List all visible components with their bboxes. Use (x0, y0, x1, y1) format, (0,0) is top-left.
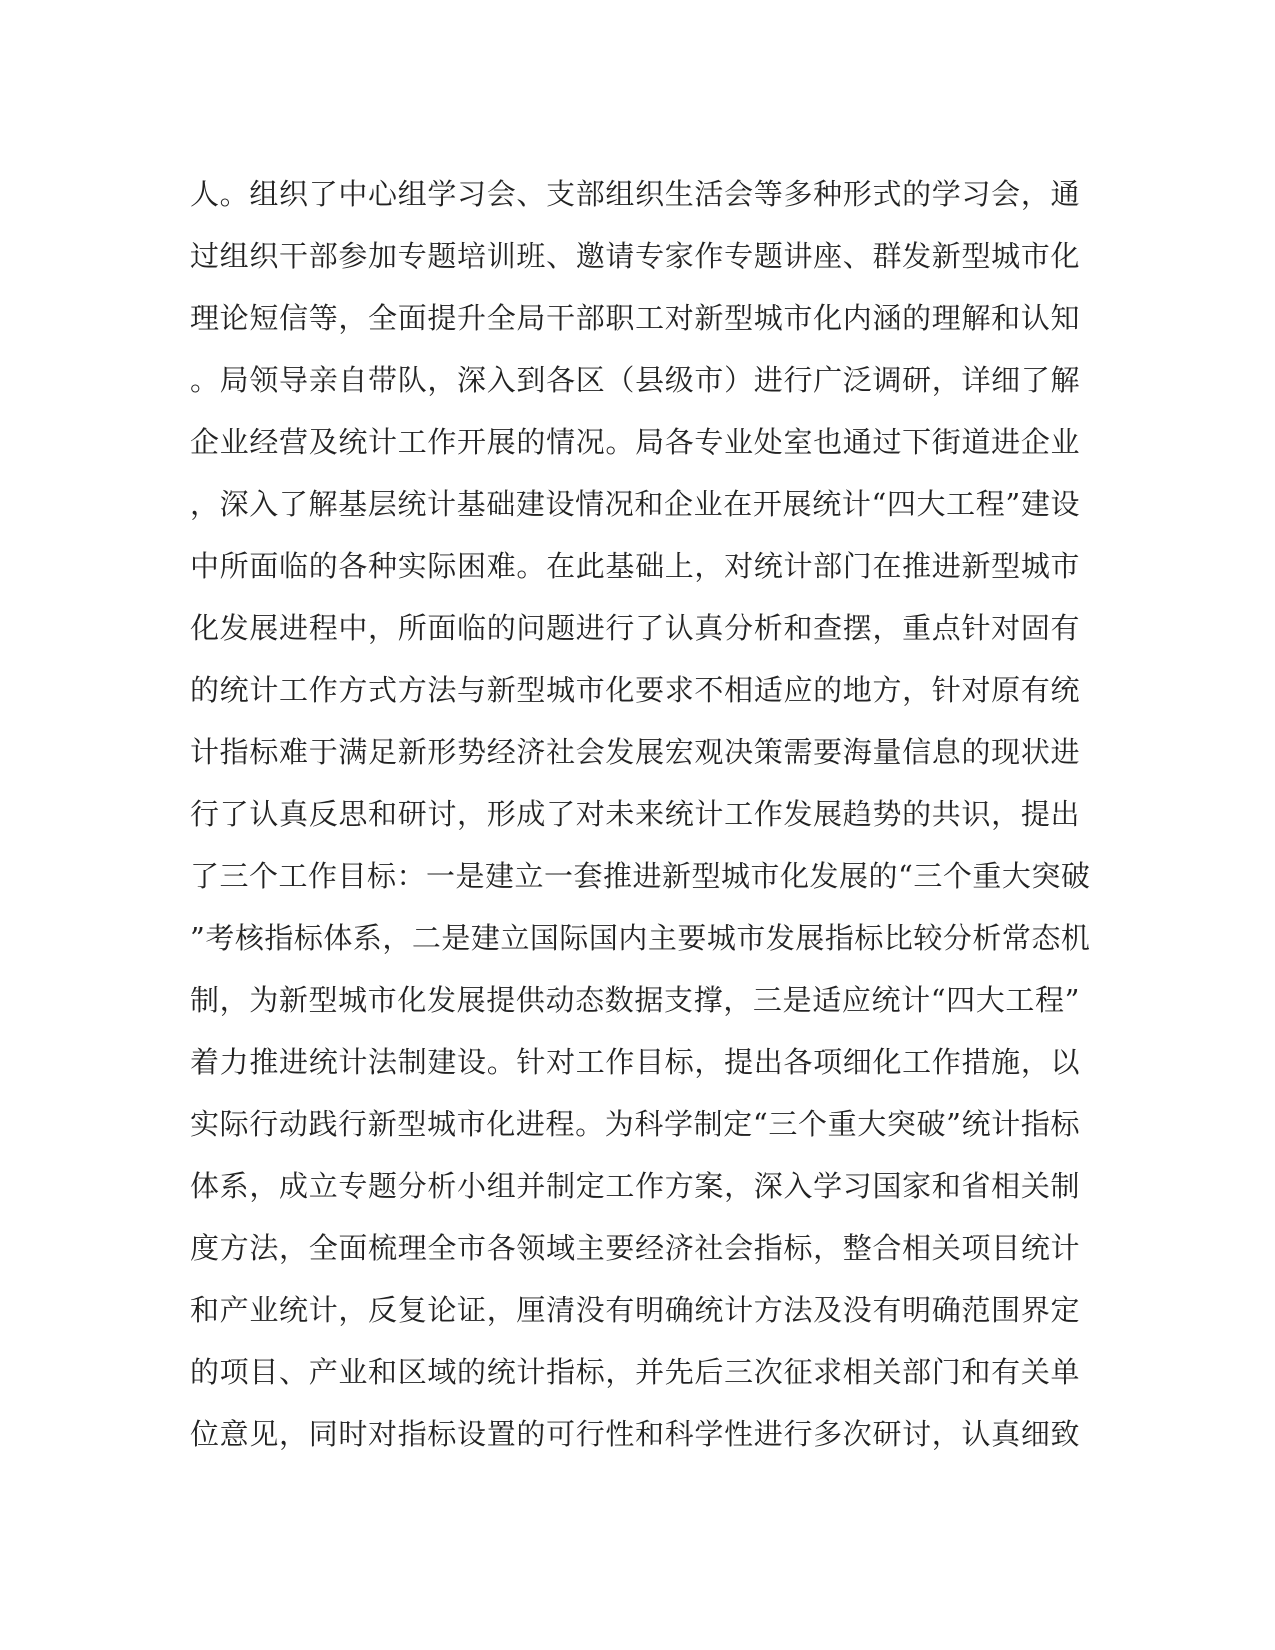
text-line: 。局领导亲自带队，深入到各区（县级市）进行广泛调研，详细了解 (190, 363, 1080, 397)
text-line: 了三个工作目标：一是建立一套推进新型城市化发展的“三个重大突破 (190, 859, 1091, 893)
text-line: 的统计工作方式方法与新型城市化要求不相适应的地方，针对原有统 (190, 673, 1080, 707)
text-line: ”考核指标体系，二是建立国际国内主要城市发展指标比较分析常态机 (190, 921, 1091, 955)
text-line: 计指标难于满足新形势经济社会发展宏观决策需要海量信息的现状进 (190, 735, 1080, 769)
text-line: 位意见，同时对指标设置的可行性和科学性进行多次研讨，认真细致 (190, 1417, 1080, 1451)
text-line: 制，为新型城市化发展提供动态数据支撑，三是适应统计“四大工程” (190, 983, 1080, 1017)
text-line: ，深入了解基层统计基础建设情况和企业在开展统计“四大工程”建设 (190, 487, 1080, 521)
text-line: 人。组织了中心组学习会、支部组织生活会等多种形式的学习会，通 (190, 177, 1080, 211)
text-line: 着力推进统计法制建设。针对工作目标，提出各项细化工作措施，以 (190, 1045, 1080, 1079)
text-line: 的项目、产业和区域的统计指标，并先后三次征求相关部门和有关单 (190, 1355, 1080, 1389)
text-line: 和产业统计，反复论证，厘清没有明确统计方法及没有明确范围界定 (190, 1293, 1080, 1327)
text-line: 实际行动践行新型城市化进程。为科学制定“三个重大突破”统计指标 (190, 1107, 1080, 1141)
text-line: 中所面临的各种实际困难。在此基础上，对统计部门在推进新型城市 (190, 549, 1080, 583)
text-line: 度方法，全面梳理全市各领域主要经济社会指标，整合相关项目统计 (190, 1231, 1080, 1265)
text-line: 企业经营及统计工作开展的情况。局各专业处室也通过下街道进企业 (190, 425, 1080, 459)
text-line: 过组织干部参加专题培训班、邀请专家作专题讲座、群发新型城市化 (190, 239, 1080, 273)
text-line: 理论短信等，全面提升全局干部职工对新型城市化内涵的理解和认知 (190, 301, 1080, 335)
text-line: 化发展进程中，所面临的问题进行了认真分析和查摆，重点针对固有 (190, 611, 1080, 645)
body-text (190, 163, 1091, 1465)
text-line: 行了认真反思和研讨，形成了对未来统计工作发展趋势的共识，提出 (190, 797, 1080, 831)
text-line: 体系，成立专题分析小组并制定工作方案，深入学习国家和省相关制 (190, 1169, 1080, 1203)
